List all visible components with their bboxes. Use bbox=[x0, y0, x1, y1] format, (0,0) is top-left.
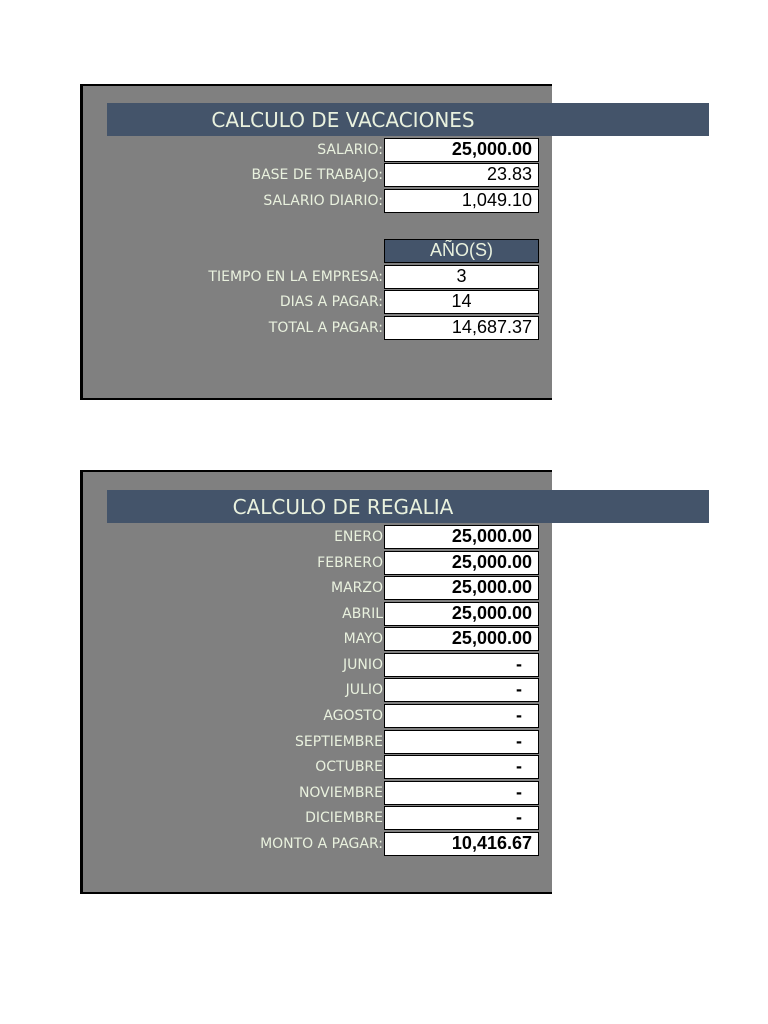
amount-to-pay-cell[interactable]: 10,416.67 bbox=[384, 832, 539, 856]
salary-cell[interactable]: 25,000.00 bbox=[384, 138, 539, 162]
days-to-pay-cell[interactable]: 14 bbox=[384, 290, 539, 314]
daily-salary-label: SALARIO DIARIO: bbox=[263, 193, 383, 209]
total-to-pay-label: TOTAL A PAGAR: bbox=[268, 320, 383, 336]
days-to-pay-label: DIAS A PAGAR: bbox=[279, 294, 383, 310]
month-cell-marzo[interactable]: 25,000.00 bbox=[384, 576, 539, 600]
month-label-abril: ABRIL bbox=[342, 606, 383, 622]
tenure-label: TIEMPO EN LA EMPRESA: bbox=[208, 269, 383, 285]
bonus-title: CALCULO DE REGALIA bbox=[232, 495, 454, 519]
month-cell-julio[interactable]: - bbox=[384, 678, 539, 702]
month-label-junio: JUNIO bbox=[343, 657, 383, 673]
month-label-diciembre: DICIEMBRE bbox=[305, 810, 383, 826]
month-cell-diciembre[interactable]: - bbox=[384, 806, 539, 830]
years-header-cell[interactable]: AÑO(S) bbox=[384, 239, 539, 263]
month-cell-enero[interactable]: 25,000.00 bbox=[384, 525, 539, 549]
month-label-septiembre: SEPTIEMBRE bbox=[295, 734, 383, 750]
month-label-agosto: AGOSTO bbox=[323, 708, 383, 724]
daily-salary-cell[interactable]: 1,049.10 bbox=[384, 189, 539, 213]
work-base-cell[interactable]: 23.83 bbox=[384, 163, 539, 187]
tenure-cell[interactable]: 3 bbox=[384, 265, 539, 289]
amount-to-pay-label: MONTO A PAGAR: bbox=[260, 836, 383, 852]
month-cell-octubre[interactable]: - bbox=[384, 755, 539, 779]
total-to-pay-cell[interactable]: 14,687.37 bbox=[384, 316, 539, 340]
month-cell-noviembre[interactable]: - bbox=[384, 781, 539, 805]
month-label-octubre: OCTUBRE bbox=[315, 759, 383, 775]
vacation-title-band bbox=[107, 103, 709, 136]
month-label-febrero: FEBRERO bbox=[317, 555, 383, 571]
month-label-marzo: MARZO bbox=[331, 580, 383, 596]
month-cell-mayo[interactable]: 25,000.00 bbox=[384, 627, 539, 651]
month-cell-abril[interactable]: 25,000.00 bbox=[384, 602, 539, 626]
salary-label: SALARIO: bbox=[317, 142, 383, 158]
month-label-noviembre: NOVIEMBRE bbox=[298, 785, 383, 801]
month-cell-septiembre[interactable]: - bbox=[384, 730, 539, 754]
bonus-title-band bbox=[107, 490, 709, 523]
work-base-label: BASE DE TRABAJO: bbox=[251, 167, 383, 183]
month-cell-agosto[interactable]: - bbox=[384, 704, 539, 728]
month-label-enero: ENERO bbox=[334, 529, 383, 545]
month-cell-febrero[interactable]: 25,000.00 bbox=[384, 551, 539, 575]
month-label-julio: JULIO bbox=[345, 682, 383, 698]
month-label-mayo: MAYO bbox=[343, 631, 383, 647]
vacation-title: CALCULO DE VACACIONES bbox=[211, 108, 475, 132]
month-cell-junio[interactable]: - bbox=[384, 653, 539, 677]
